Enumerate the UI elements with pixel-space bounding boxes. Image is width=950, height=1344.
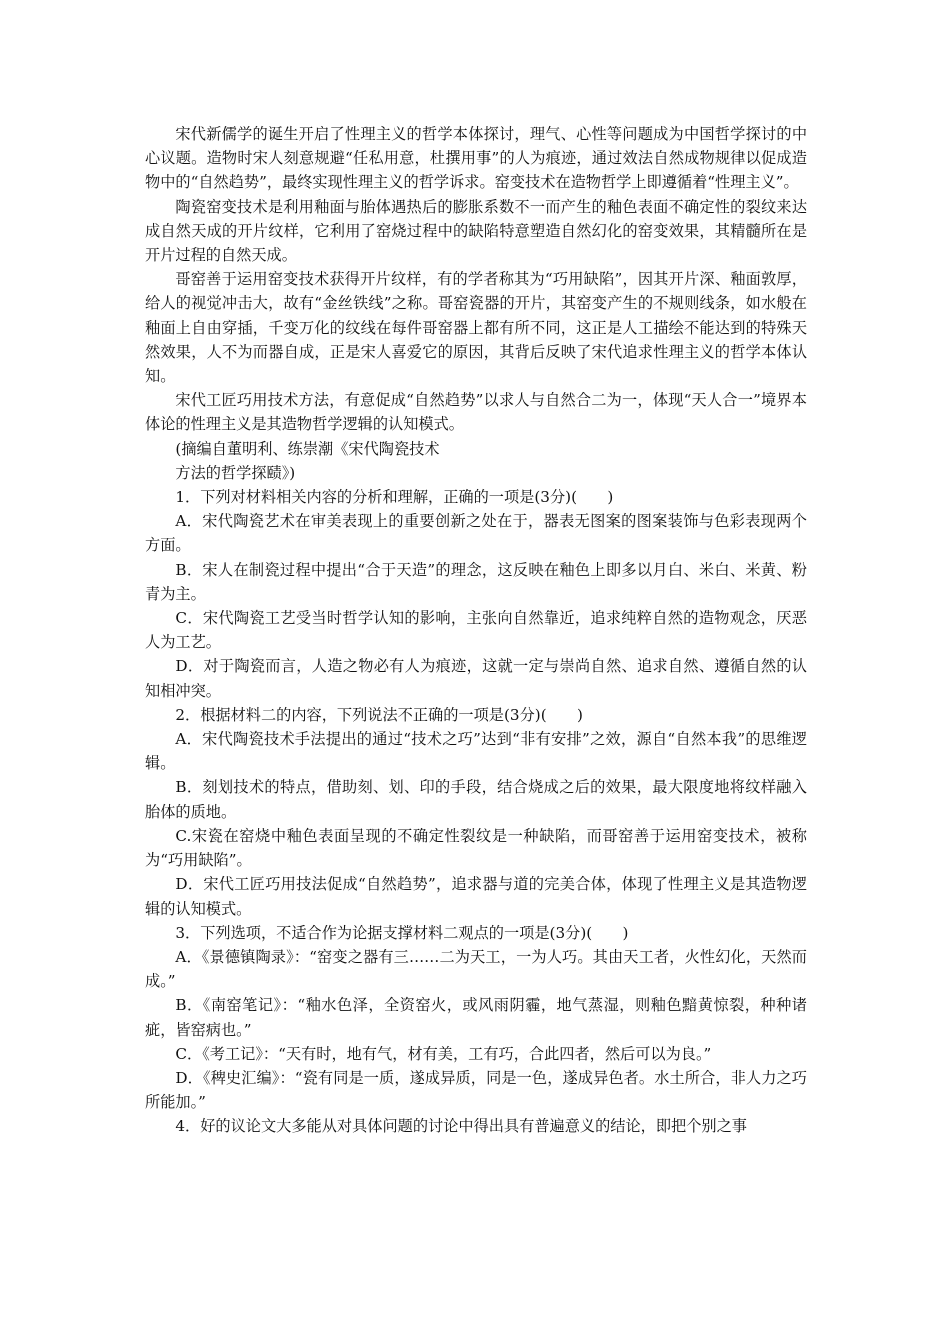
question-3-option-b: B．《南窑笔记》：“釉水色泽，全资窑火，或风雨阴霾，地气蒸湿，则釉色黯黄惊裂，种种诸疵，皆窑病也。” [145,996,807,1039]
material-paragraph: 陶瓷窑变技术是利用釉面与胎体遇热后的膨胀系数不一而产生的釉色表面不确定性的裂纹来达成自然天成的开片纹样，它利用了窑烧过程中的缺陷特意塑造自然幻化的窑变效果，其精髓所在是开片过程的自然天成。 [145,197,807,265]
material-paragraph: 宋代工匠巧用技术方法，有意促成“自然趋势”以求人与自然合二为一，体现“天人合一”境界本体论的性理主义是其造物哲学逻辑的认知模式。 [145,391,807,434]
question-3-option-d: D．《稗史汇编》：“瓷有同是一质，遂成异质，同是一色，遂成异色者。水土所合，非人力之巧所能加。” [145,1068,807,1112]
question-1-option-d: D．对于陶瓷而言，人造之物必有人为痕迹，这就一定与崇尚自然、追求自然、遵循自然的认知相冲突。 [145,657,807,700]
question-2-option-b: B．刻划技术的特点，借助刻、划、印的手段，结合烧成之后的效果，最大限度地将纹样融入胎体的质地。 [145,778,807,821]
question-4-stem: 4．好的议论文大多能从对具体问题的讨论中得出具有普遍意义的结论，即把个别之事 [175,1117,747,1136]
question-2-stem: 2．根据材料二的内容，下列说法不正确的一项是(3分)( ) [175,705,583,724]
source-citation-line1: (摘编自董明利、练崇潮《宋代陶瓷技术 [175,439,440,458]
question-3-option-a: A．《景德镇陶录》：“窑变之器有三……二为天工，一为人巧。其由天工者，火性幻化，天然而成。” [145,947,807,991]
document-page [145,122,807,1139]
material-paragraph: 宋代新儒学的诞生开启了性理主义的哲学本体探讨，理气、心性等问题成为中国哲学探讨的中心议题。造物时宋人刻意规避“任私用意，杜撰用事”的人为痕迹，通过效法自然成物规律以促成造物中的“自然趋势”，最终实现性理主义的哲学诉求。窑变技术在造物哲学上即遵循着“性理主义”。 [145,125,807,192]
question-1-option-b: B．宋人在制瓷过程中提出“合于天造”的理念，这反映在釉色上即多以月白、米白、米黄、粉青为主。 [145,560,807,603]
question-1-stem: 1．下列对材料相关内容的分析和理解，正确的一项是(3分)( ) [175,488,614,507]
question-3-stem: 3．下列选项，不适合作为论据支撑材料二观点的一项是(3分)( ) [175,923,629,942]
question-3-option-c: C．《考工记》：“天有时，地有气，材有美，工有巧，合此四者，然后可以为良。” [175,1044,712,1063]
question-1-option-a: A．宋代陶瓷艺术在审美表现上的重要创新之处在于，器表无图案的图案装饰与色彩表现两个方面。 [145,512,807,555]
source-citation-line2: 方法的哲学探赜》) [175,463,296,482]
question-2-option-a: A．宋代陶瓷技术手法提出的通过“技术之巧”达到“非有安排”之效，源自“自然本我”的思维逻辑。 [145,730,807,773]
question-2-option-d: D．宋代工匠巧用技法促成“自然趋势”，追求器与道的完美合体，体现了性理主义是其造物逻辑的认知模式。 [145,875,807,918]
question-2-option-c: C.宋瓷在窑烧中釉色表面呈现的不确定性裂纹是一种缺陷，而哥窑善于运用窑变技术，被称为“巧用缺陷”。 [145,826,807,870]
material-paragraph: 哥窑善于运用窑变技术获得开片纹样，有的学者称其为“巧用缺陷”，因其开片深、釉面敦厚，给人的视觉冲击大，故有“金丝铁线”之称。哥窑瓷器的开片，其窑变产生的不规则线条，如水般在釉面上自由穿插，千变万化的纹线在每件哥窑器上都有所不同，这正是人工描绘不能达到的特殊天然效果，人不为而器自成，正是宋人喜爱它的原因，其背后反映了宋代追求性理主义的哲学本体认知。 [145,270,807,386]
question-1-option-c: C．宋代陶瓷工艺受当时哲学认知的影响，主张向自然靠近，追求纯粹自然的造物观念，厌恶人为工艺。 [145,609,807,652]
